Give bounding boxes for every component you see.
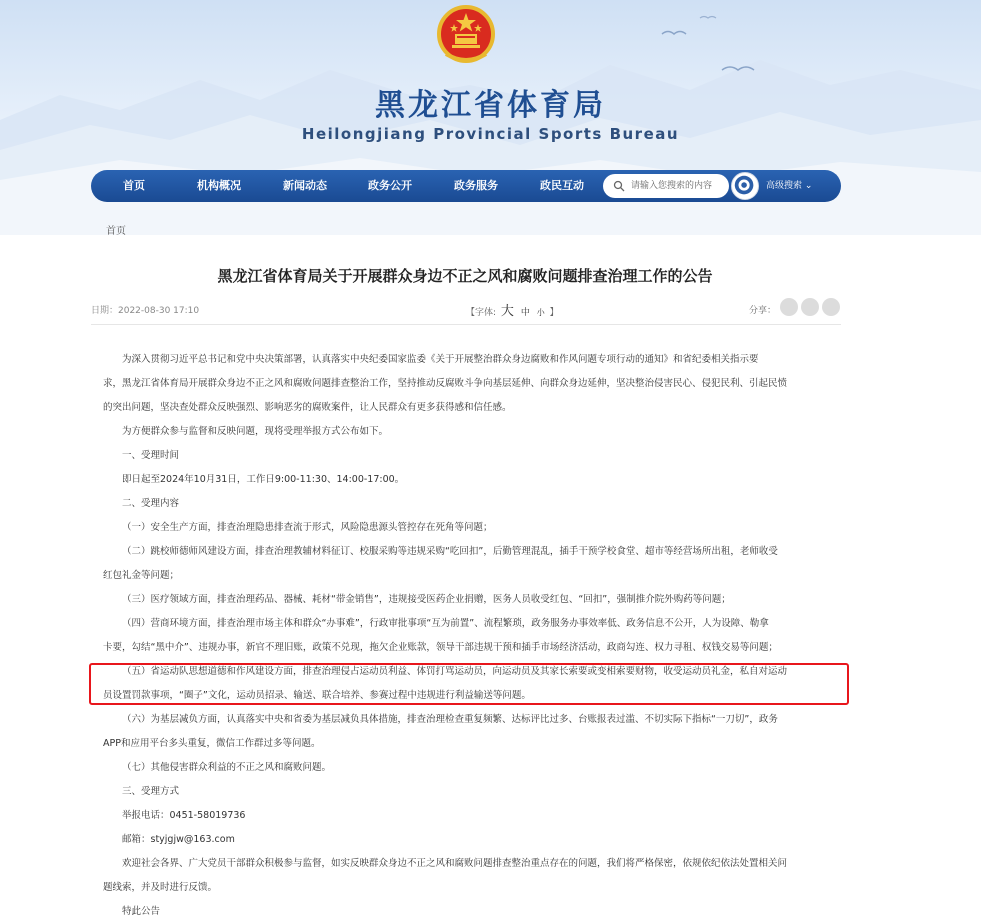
article-title: 黑龙江省体育局关于开展群众身边不正之风和腐败问题排查治理工作的公告 <box>217 267 713 285</box>
site-title: 黑龙江省体育局 <box>375 88 606 123</box>
search-icon <box>613 180 625 192</box>
breadcrumb-home[interactable]: 首页 <box>106 226 126 237</box>
nav-item-government-affairs[interactable]: 政务公开 <box>368 179 412 192</box>
font-label-close: 】 <box>549 308 559 318</box>
nav-item-government-services[interactable]: 政务服务 <box>454 179 498 192</box>
font-size-small[interactable]: 小 <box>536 308 545 317</box>
paragraph: 为深入贯彻习近平总书记和党中央决策部署，认真落实中央纪委国家监委《关于开展整治群众身边腐败和作风问题专项行动的通知》和省纪委相关指示要 <box>122 354 759 365</box>
advanced-search-link[interactable] <box>766 170 812 202</box>
paragraph: 欢迎社会各界、广大党员干部群众积极参与监督，如实反映群众身边不正之风和腐败问题排查整治重点存在的问题，我们将严格保密，依规依纪依法处置相关问 <box>122 858 788 869</box>
paragraph: 卡要，勾结“黑中介”、违规办事，新官不理旧账，政策不兑现，拖欠企业账款，领导干部违规干预和插手市场经济活动，政商勾连、权力寻租、权钱交易等问题； <box>103 642 778 653</box>
meta-divider <box>91 324 841 325</box>
font-label-open: 【字体: <box>466 308 497 318</box>
section-heading: 一、受理时间 <box>122 450 180 461</box>
paragraph: 即日起至2024年10月31日，工作日9:00-11:30、14:00-17:00。 <box>122 474 405 485</box>
search-button[interactable] <box>731 172 759 200</box>
share-weibo-icon[interactable] <box>801 298 819 316</box>
paragraph: 题线索，并及时进行反馈。 <box>103 882 218 893</box>
paragraph: 为方便群众参与监督和反映问题，现将受理举报方式公布如下。 <box>122 426 389 437</box>
paragraph: 求，黑龙江省体育局开展群众身边不正之风和腐败问题排查整治工作，坚持推动反腐败斗争向基层延伸、向群众身边延伸，坚决整治侵害民心、侵犯民利、引起民愤 <box>103 378 788 389</box>
share-qzone-icon[interactable] <box>822 298 840 316</box>
paragraph: （四）营商环境方面，排查治理市场主体和群众“办事难”，行政审批事项“互为前置”、流程繁琐，政务服务办事效率低、政务信息不公开，人为设障、勒拿 <box>122 618 769 629</box>
section-heading: 二、受理内容 <box>122 498 180 509</box>
search-input[interactable] <box>631 177 723 195</box>
closing-line: 特此公告 <box>122 906 161 917</box>
paragraph: APP和应用平台多头重复，微信工作群过多等问题。 <box>103 738 321 749</box>
nav-item-news[interactable]: 新闻动态 <box>283 179 327 192</box>
font-size-medium[interactable]: 中 <box>520 308 530 318</box>
share-wechat-icon[interactable] <box>780 298 798 316</box>
advanced-search-label: 高级搜索 <box>766 181 803 191</box>
paragraph: 红包礼金等问题； <box>103 570 180 581</box>
paragraph-highlighted: 员设置罚款事项，“圈子”文化，运动员招录、输送、联合培养、参赛过程中违规进行利益输送等问题。 <box>103 690 531 701</box>
nav-item-home[interactable]: 首页 <box>123 179 145 192</box>
paragraph: （六）为基层减负方面，认真落实中央和省委为基层减负具体措施，排查治理检查重复频繁、达标评比过多、台账报表过滥、不切实际下指标“一刀切”，政务 <box>122 714 778 725</box>
highlight-box <box>89 663 849 705</box>
chevron-down-icon: ⌄ <box>802 181 813 191</box>
section-heading: 三、受理方式 <box>122 786 180 797</box>
paragraph: （二）跳校师德师风建设方面，排查治理教辅材料征订、校服采购等违规采购“吃回扣”，后勤管理混乱，插手干预学校食堂、超市等经营场所出租，老师收受 <box>122 546 778 557</box>
paragraph: 的突出问题，坚决查处群众反映强烈、影响恶劣的腐败案件，让人民群众有更多获得感和信任感。 <box>103 402 512 413</box>
share-label: 分享： <box>749 306 777 316</box>
font-size-switcher <box>466 300 559 319</box>
paragraph-highlighted: （五）省运动队思想道德和作风建设方面，排查治理侵占运动员利益、体罚打骂运动员，向运动员及其家长索要或变相索要财物，收受运动员礼金，私自对运动 <box>122 666 788 677</box>
nav-item-organization[interactable]: 机构概况 <box>197 179 241 192</box>
nav-item-interaction[interactable]: 政民互动 <box>540 179 584 192</box>
paragraph: （七）其他侵害群众利益的不正之风和腐败问题。 <box>122 762 332 773</box>
search-emblem-icon <box>732 173 758 199</box>
paragraph: （三）医疗领域方面，排查治理药品、器械、耗材“带金销售”，违规接受医药企业捐赠，医务人员收受红包、“回扣”，强制推介院外购药等问题； <box>122 594 731 605</box>
paragraph: （一）安全生产方面，排查治理隐患排查流于形式，风险隐患源头管控存在死角等问题； <box>122 522 493 533</box>
report-email: 邮箱：styjgjw@163.com <box>122 834 235 845</box>
font-size-large[interactable]: 大 <box>500 304 514 319</box>
report-phone: 举报电话：0451-58019736 <box>122 810 246 821</box>
national-emblem-icon <box>436 4 496 66</box>
publish-date: 日期：2022-08-30 17:10 <box>91 306 200 316</box>
site-subtitle: Heilongjiang Provincial Sports Bureau <box>301 125 680 143</box>
search-box <box>603 174 729 198</box>
